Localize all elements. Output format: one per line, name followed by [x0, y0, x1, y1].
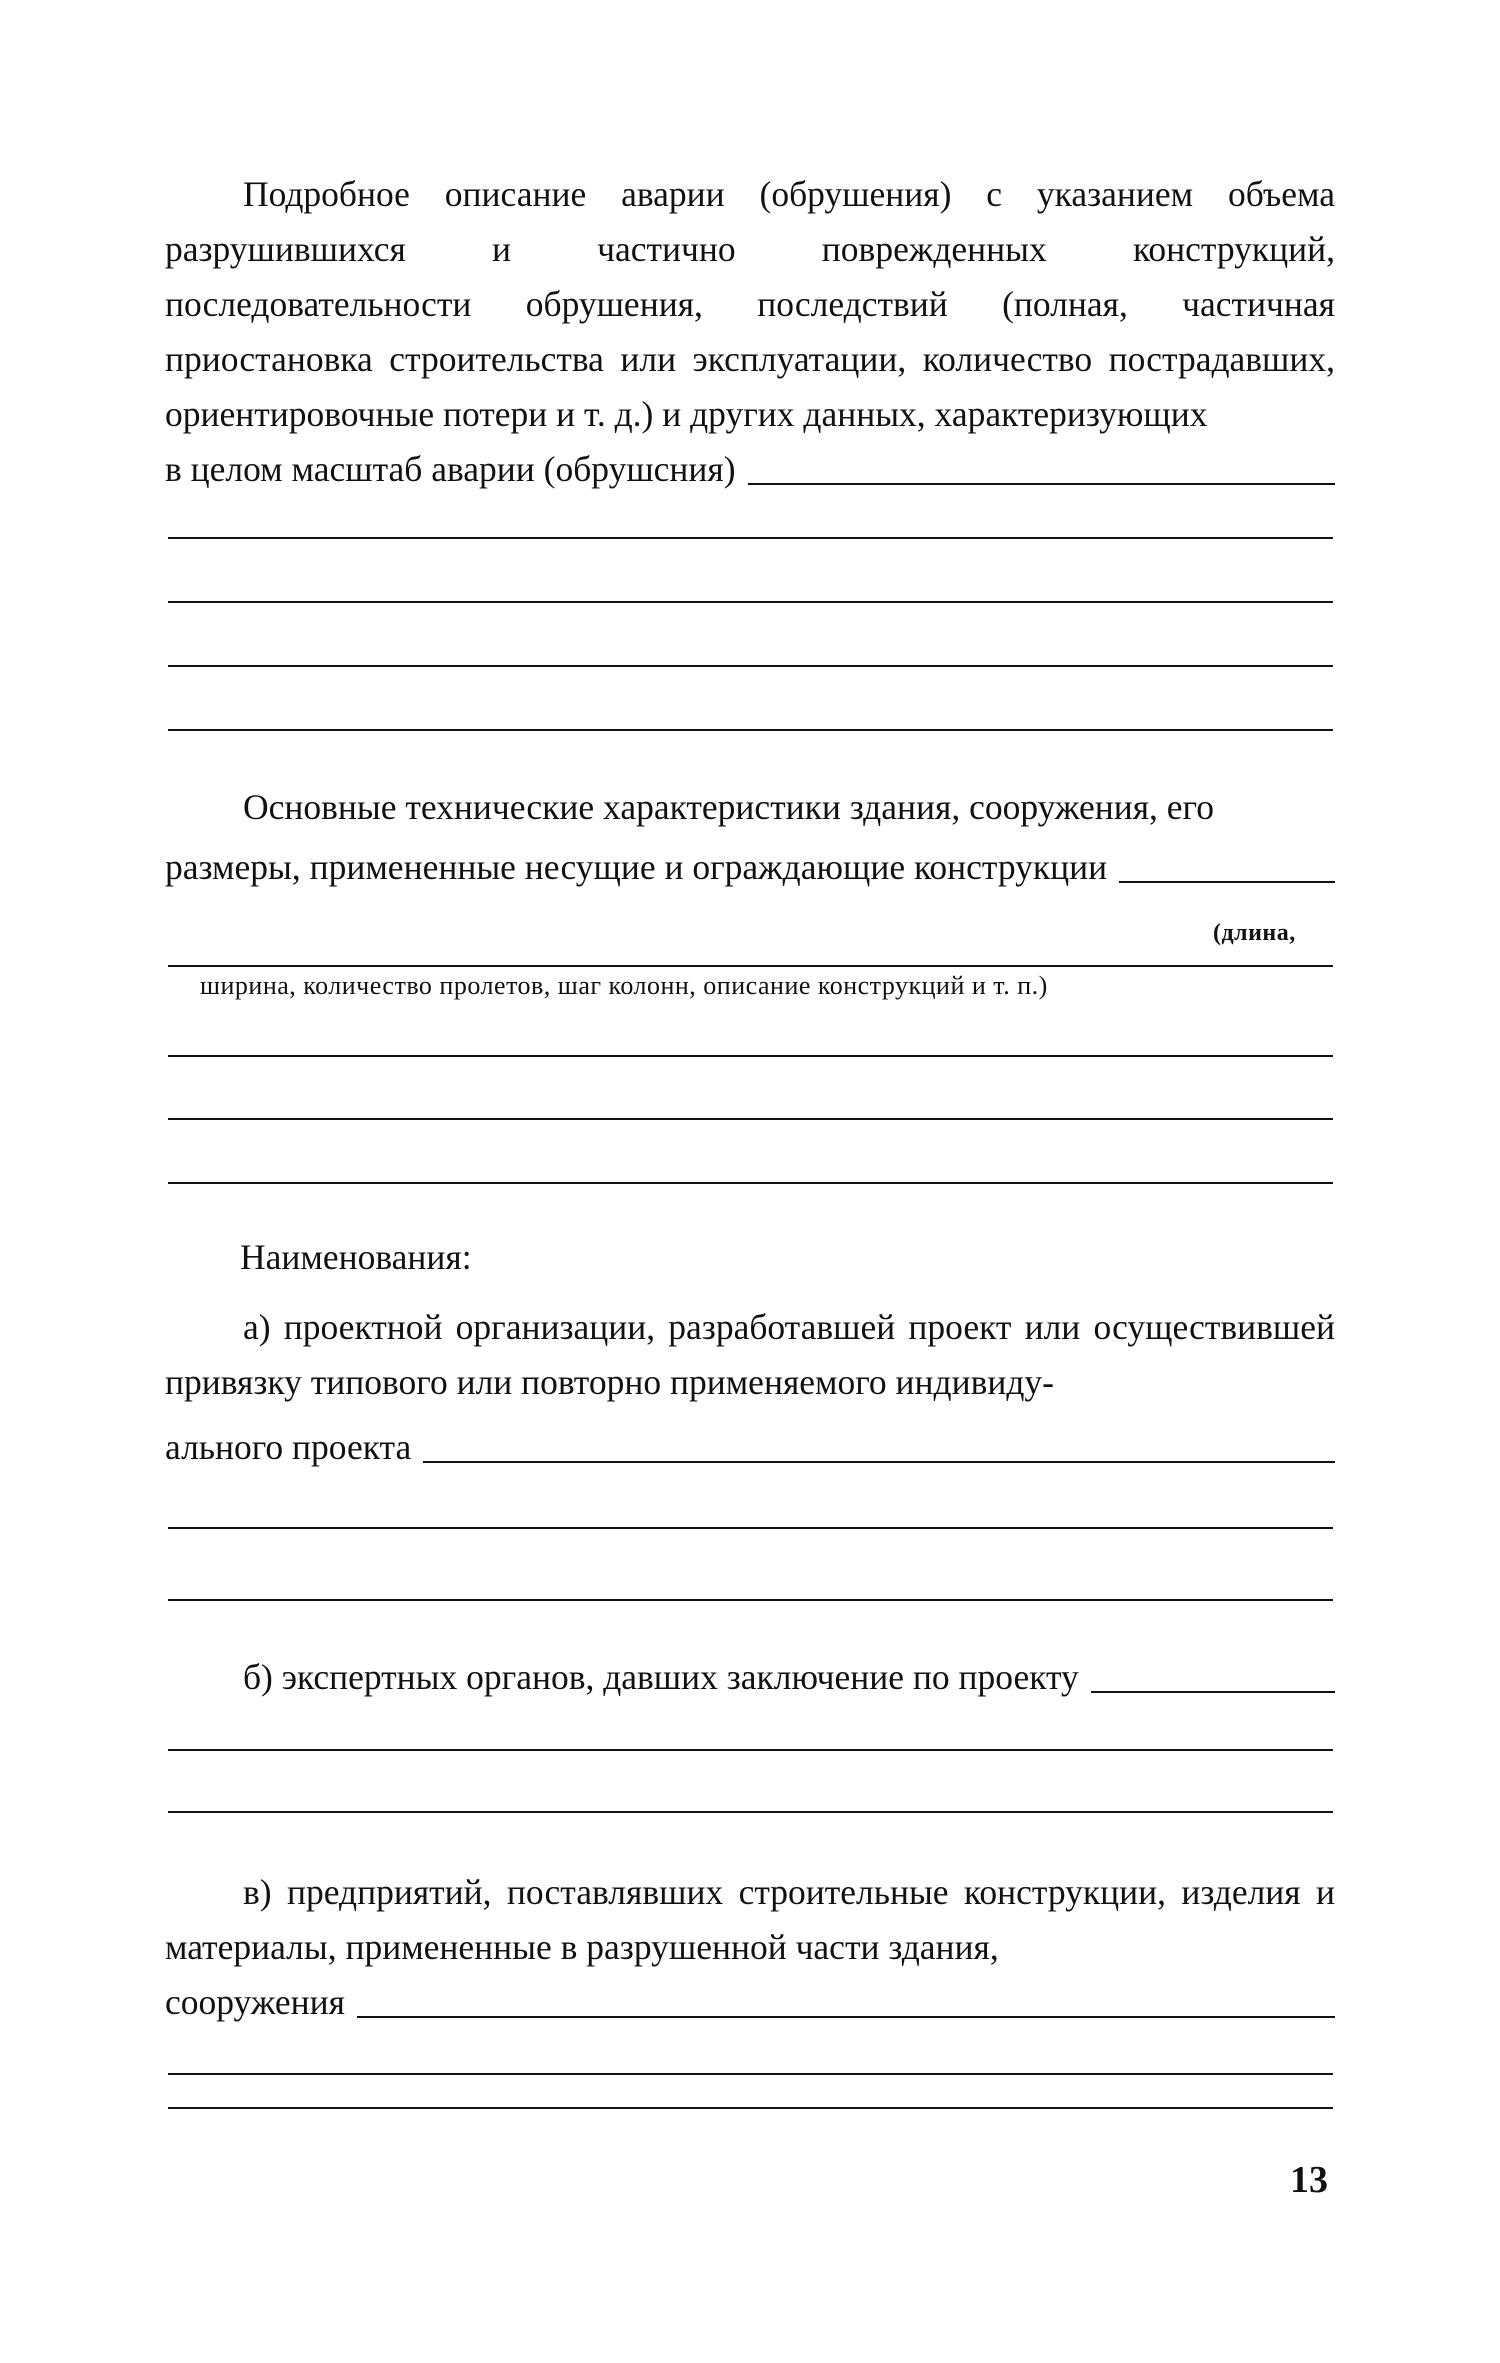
item-c-paragraph: в) предприятий, поставлявших строительные конструкции, изделия и материалы, примененные в разрушенной части здания,: [165, 1872, 1335, 1967]
fill-in-rule[interactable]: [423, 1461, 1335, 1463]
tech-characteristics-line-2-text: размеры, примененные несущие и ограждающие конструкции: [165, 847, 1108, 887]
blank-line-2[interactable]: [168, 601, 1333, 603]
tech-characteristics-line-1: Основные технические характеристики здания, сооружения, его: [243, 787, 1214, 827]
blank-line-1[interactable]: [168, 537, 1333, 539]
item-a-last-line: [165, 1420, 1335, 1475]
fill-in-rule[interactable]: [1091, 1691, 1335, 1693]
blank-line-13[interactable]: [168, 2073, 1333, 2075]
blank-line-5[interactable]: [168, 965, 1333, 967]
names-heading: Наименования:: [240, 1237, 472, 1277]
blank-line-12[interactable]: [168, 1811, 1333, 1813]
hint-caption-rest: ширина, количество пролетов, шаг колонн, описание конструкций и т. п.): [200, 971, 1048, 1000]
blank-line-7[interactable]: [168, 1118, 1333, 1120]
blank-line-14[interactable]: [168, 2107, 1333, 2109]
tech-characteristics-line-2: [165, 840, 1335, 895]
blank-line-6[interactable]: [168, 1055, 1333, 1057]
blank-line-4[interactable]: [168, 729, 1333, 731]
blank-line-10[interactable]: [168, 1599, 1333, 1601]
fill-in-rule[interactable]: [748, 483, 1335, 485]
hint-caption-start: (длина,: [1213, 920, 1296, 946]
item-c-last-text: сооружения: [165, 1982, 345, 2022]
blank-line-8[interactable]: [168, 1182, 1333, 1184]
fill-in-rule[interactable]: [1119, 881, 1335, 883]
item-c-last-line: [165, 1975, 1335, 2030]
item-a-last-text: ального проекта: [165, 1427, 412, 1467]
accident-description-last-text: в целом масштаб аварии (обрушсния): [165, 449, 736, 489]
accident-description-last-line: [165, 442, 1335, 497]
blank-line-3[interactable]: [168, 665, 1333, 667]
accident-description-paragraph: Подробное описание аварии (обрушения) с указанием объема разрушившихся и частично поврежденных конструкций, последовательности обрушения, последствий (полная, частичная приостановка строительства или эксплуатации, количество пострадавших, ориентировочные потери и т. д.) и других данных, характеризующих: [165, 174, 1335, 434]
fill-in-rule[interactable]: [357, 2016, 1335, 2018]
item-b-text: б) экспертных органов, давших заключение по проекту: [243, 1657, 1079, 1697]
item-a-paragraph: а) проектной организации, разработавшей проект или осуществившей привязку типового или повторно применяемого индивиду-: [165, 1307, 1335, 1402]
blank-line-9[interactable]: [168, 1527, 1333, 1529]
item-b-line: [165, 1650, 1335, 1705]
page-number: 13: [1290, 2159, 1328, 2201]
blank-line-11[interactable]: [168, 1749, 1333, 1751]
